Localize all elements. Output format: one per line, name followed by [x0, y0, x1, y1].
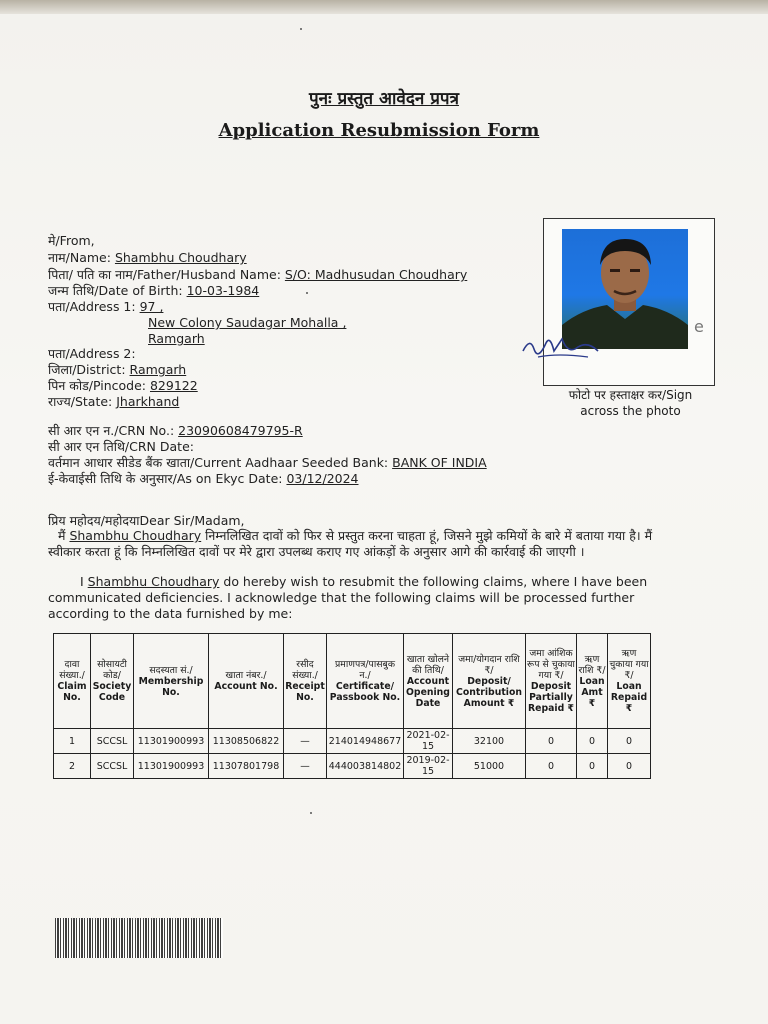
table-header-cell	[526, 634, 577, 729]
table-header-row	[54, 634, 651, 729]
table-cell: 444003814802	[327, 754, 404, 779]
name-value: Shambhu Choudhary	[114, 250, 247, 265]
table-cell: 0	[577, 754, 608, 779]
header-english: Account Opening Date	[406, 675, 450, 709]
salutation: प्रिय महोदय/महोदयाDear Sir/Madam,	[48, 513, 245, 528]
crn-line	[48, 422, 303, 439]
table-row	[54, 754, 651, 779]
name-label: नाम/Name:	[48, 250, 115, 265]
english-para-prefix: I	[80, 574, 88, 589]
crn-date-label: सी आर एन तिथि/CRN Date:	[48, 439, 194, 454]
state-line	[48, 393, 179, 410]
table-cell: 11301900993	[134, 729, 209, 754]
address1-line2: New Colony Saudagar Mohalla ,	[148, 315, 347, 330]
header-english: Receipt No.	[285, 681, 325, 703]
table-cell: 0	[526, 729, 577, 754]
address1-line1: 97 ,	[139, 299, 164, 314]
barcode	[55, 918, 223, 958]
hindi-paragraph	[48, 528, 728, 560]
header-hindi: खाता नंबर./	[225, 670, 267, 681]
state-value: Jharkhand	[116, 394, 180, 409]
header-hindi: रसीद संख्या./	[292, 659, 318, 681]
ekyc-value: 03/12/2024	[286, 471, 359, 486]
header-english: Society Code	[92, 681, 132, 703]
speck-mark	[310, 812, 312, 814]
table-cell: SCCSL	[91, 729, 134, 754]
dob-value: 10-03-1984	[186, 283, 260, 298]
ekyc-label: ई-केवाईसी तिथि के अनुसार/As on Ekyc Date:	[48, 471, 287, 486]
table-cell: 0	[526, 754, 577, 779]
table-header-cell	[608, 634, 651, 729]
crn-value: 23090608479795-R	[178, 423, 303, 438]
from-label: मे/From,	[48, 233, 95, 248]
signature-mark	[518, 329, 638, 369]
table-cell: 2	[54, 754, 91, 779]
sign-caption-hindi: फोटो पर हस्ताक्षर कर/Sign	[568, 388, 693, 402]
bank-label: वर्तमान आधार सीडेड बैंक खाता/Current Aadhaar Seeded Bank:	[48, 455, 393, 470]
dob-label: जन्म तिथि/Date of Birth:	[48, 283, 187, 298]
pincode-line	[48, 377, 198, 394]
english-para-rest: do hereby wish to resubmit the following claims, where I have been	[219, 574, 648, 589]
header-english: Deposit Partially Repaid ₹	[528, 681, 574, 714]
hindi-para-rest: निम्नलिखित दावों को फिर से प्रस्तुत करना चाहता हूं, जिसने मुझे कमियों के बारे में बताया गया है। मैं	[201, 528, 653, 543]
table-cell: 11307801798	[209, 754, 284, 779]
hindi-para-prefix: मैं	[58, 528, 70, 543]
hindi-para-line2: स्वीकार करता हूं कि निम्नलिखित दावों पर मेरे द्वारा उपलब्ध कराए गए आंकड़ों के अनुसार आगे की कार्रवाई की जाएगी ।	[48, 544, 585, 559]
header-hindi: ऋण राशि ₹/	[578, 653, 606, 676]
table-row	[54, 729, 651, 754]
pincode-value: 829122	[149, 378, 198, 393]
crn-label: सी आर एन न./CRN No.:	[48, 423, 179, 438]
table-cell: —	[284, 729, 327, 754]
table-cell: 0	[608, 729, 651, 754]
address2-label: पता/Address 2:	[48, 346, 136, 361]
table-header-cell	[577, 634, 608, 729]
pincode-label: पिन कोड/Pincode:	[48, 378, 150, 393]
bank-value: BANK OF INDIA	[392, 455, 487, 470]
header-hindi: ऋण चुकाया गया ₹/	[609, 648, 649, 681]
claims-table	[53, 633, 651, 779]
district-value: Ramgarh	[129, 362, 187, 377]
state-label: राज्य/State:	[48, 394, 117, 409]
header-hindi: खाता खोलने की तिथि/	[406, 653, 450, 676]
table-cell: 51000	[453, 754, 526, 779]
table-cell: 0	[577, 729, 608, 754]
table-header-cell	[284, 634, 327, 729]
table-cell: 214014948677	[327, 729, 404, 754]
english-para-line2: communicated deficiencies. I acknowledge that the following claims will be processed further	[48, 590, 635, 605]
district-label: जिला/District:	[48, 362, 130, 377]
header-english: Membership No.	[138, 675, 204, 698]
table-cell: 32100	[453, 729, 526, 754]
table-cell: SCCSL	[91, 754, 134, 779]
dob-line	[48, 282, 259, 299]
table-cell: 11301900993	[134, 754, 209, 779]
header-english: Account No.	[214, 681, 278, 692]
table-header-cell	[404, 634, 453, 729]
title-english: Application Resubmission Form	[218, 120, 540, 141]
header-hindi: दावा संख्या./	[59, 659, 85, 681]
title-hindi: पुनः प्रस्तुत आवेदन प्रपत्र	[309, 89, 459, 109]
name-line	[48, 249, 247, 266]
sign-caption	[548, 387, 713, 419]
table-header-cell	[134, 634, 209, 729]
table-header-cell	[453, 634, 526, 729]
table-cell: 2019-02-15	[404, 754, 453, 779]
district-line	[48, 361, 186, 378]
header-english: Claim No.	[57, 681, 87, 703]
table-cell: 1	[54, 729, 91, 754]
table-header-cell	[91, 634, 134, 729]
english-para-name: Shambhu Choudhary	[87, 574, 220, 589]
english-para-line3: according to the data furnished by me:	[48, 606, 293, 621]
header-english: Deposit/ Contribution Amount ₹	[456, 675, 522, 709]
speck-mark	[306, 292, 308, 294]
table-header-cell	[54, 634, 91, 729]
english-paragraph	[80, 574, 720, 590]
address1-label: पता/Address 1:	[48, 299, 140, 314]
table-header-cell	[327, 634, 404, 729]
table-cell: —	[284, 754, 327, 779]
table-header-cell	[209, 634, 284, 729]
header-hindi: जमा/योगदान राशि ₹/	[458, 653, 520, 676]
table-cell: 11308506822	[209, 729, 284, 754]
header-hindi: जमा आंशिक रूप से चुकाया गया ₹/	[527, 648, 575, 681]
address1-line3: Ramgarh	[148, 331, 205, 346]
header-english: Loan Repaid ₹	[610, 681, 648, 714]
sign-caption-english: across the photo	[580, 404, 681, 418]
table-cell: 2021-02-15	[404, 729, 453, 754]
father-value: S/O: Madhusudan Choudhary	[284, 267, 468, 282]
address1-line	[48, 298, 163, 315]
ekyc-line	[48, 470, 359, 487]
father-label: पिता/ पति का नाम/Father/Husband Name:	[48, 267, 285, 282]
header-hindi: सदस्यता सं./	[149, 664, 193, 676]
stamp-letter-mark: e	[694, 317, 704, 336]
claims-table-body	[54, 729, 651, 779]
header-hindi: सोसायटी कोड/	[97, 659, 127, 681]
header-hindi: प्रमाणपत्र/पासबुक न./	[335, 659, 395, 681]
photo-box	[543, 218, 715, 386]
header-english: Loan Amt ₹	[579, 675, 605, 709]
speck-mark	[300, 28, 302, 30]
page-top-edge	[0, 0, 768, 14]
father-line	[48, 266, 467, 283]
bank-line	[48, 454, 487, 471]
header-english: Certificate/ Passbook No.	[329, 681, 401, 703]
hindi-para-name: Shambhu Choudhary	[69, 528, 202, 543]
table-cell: 0	[608, 754, 651, 779]
